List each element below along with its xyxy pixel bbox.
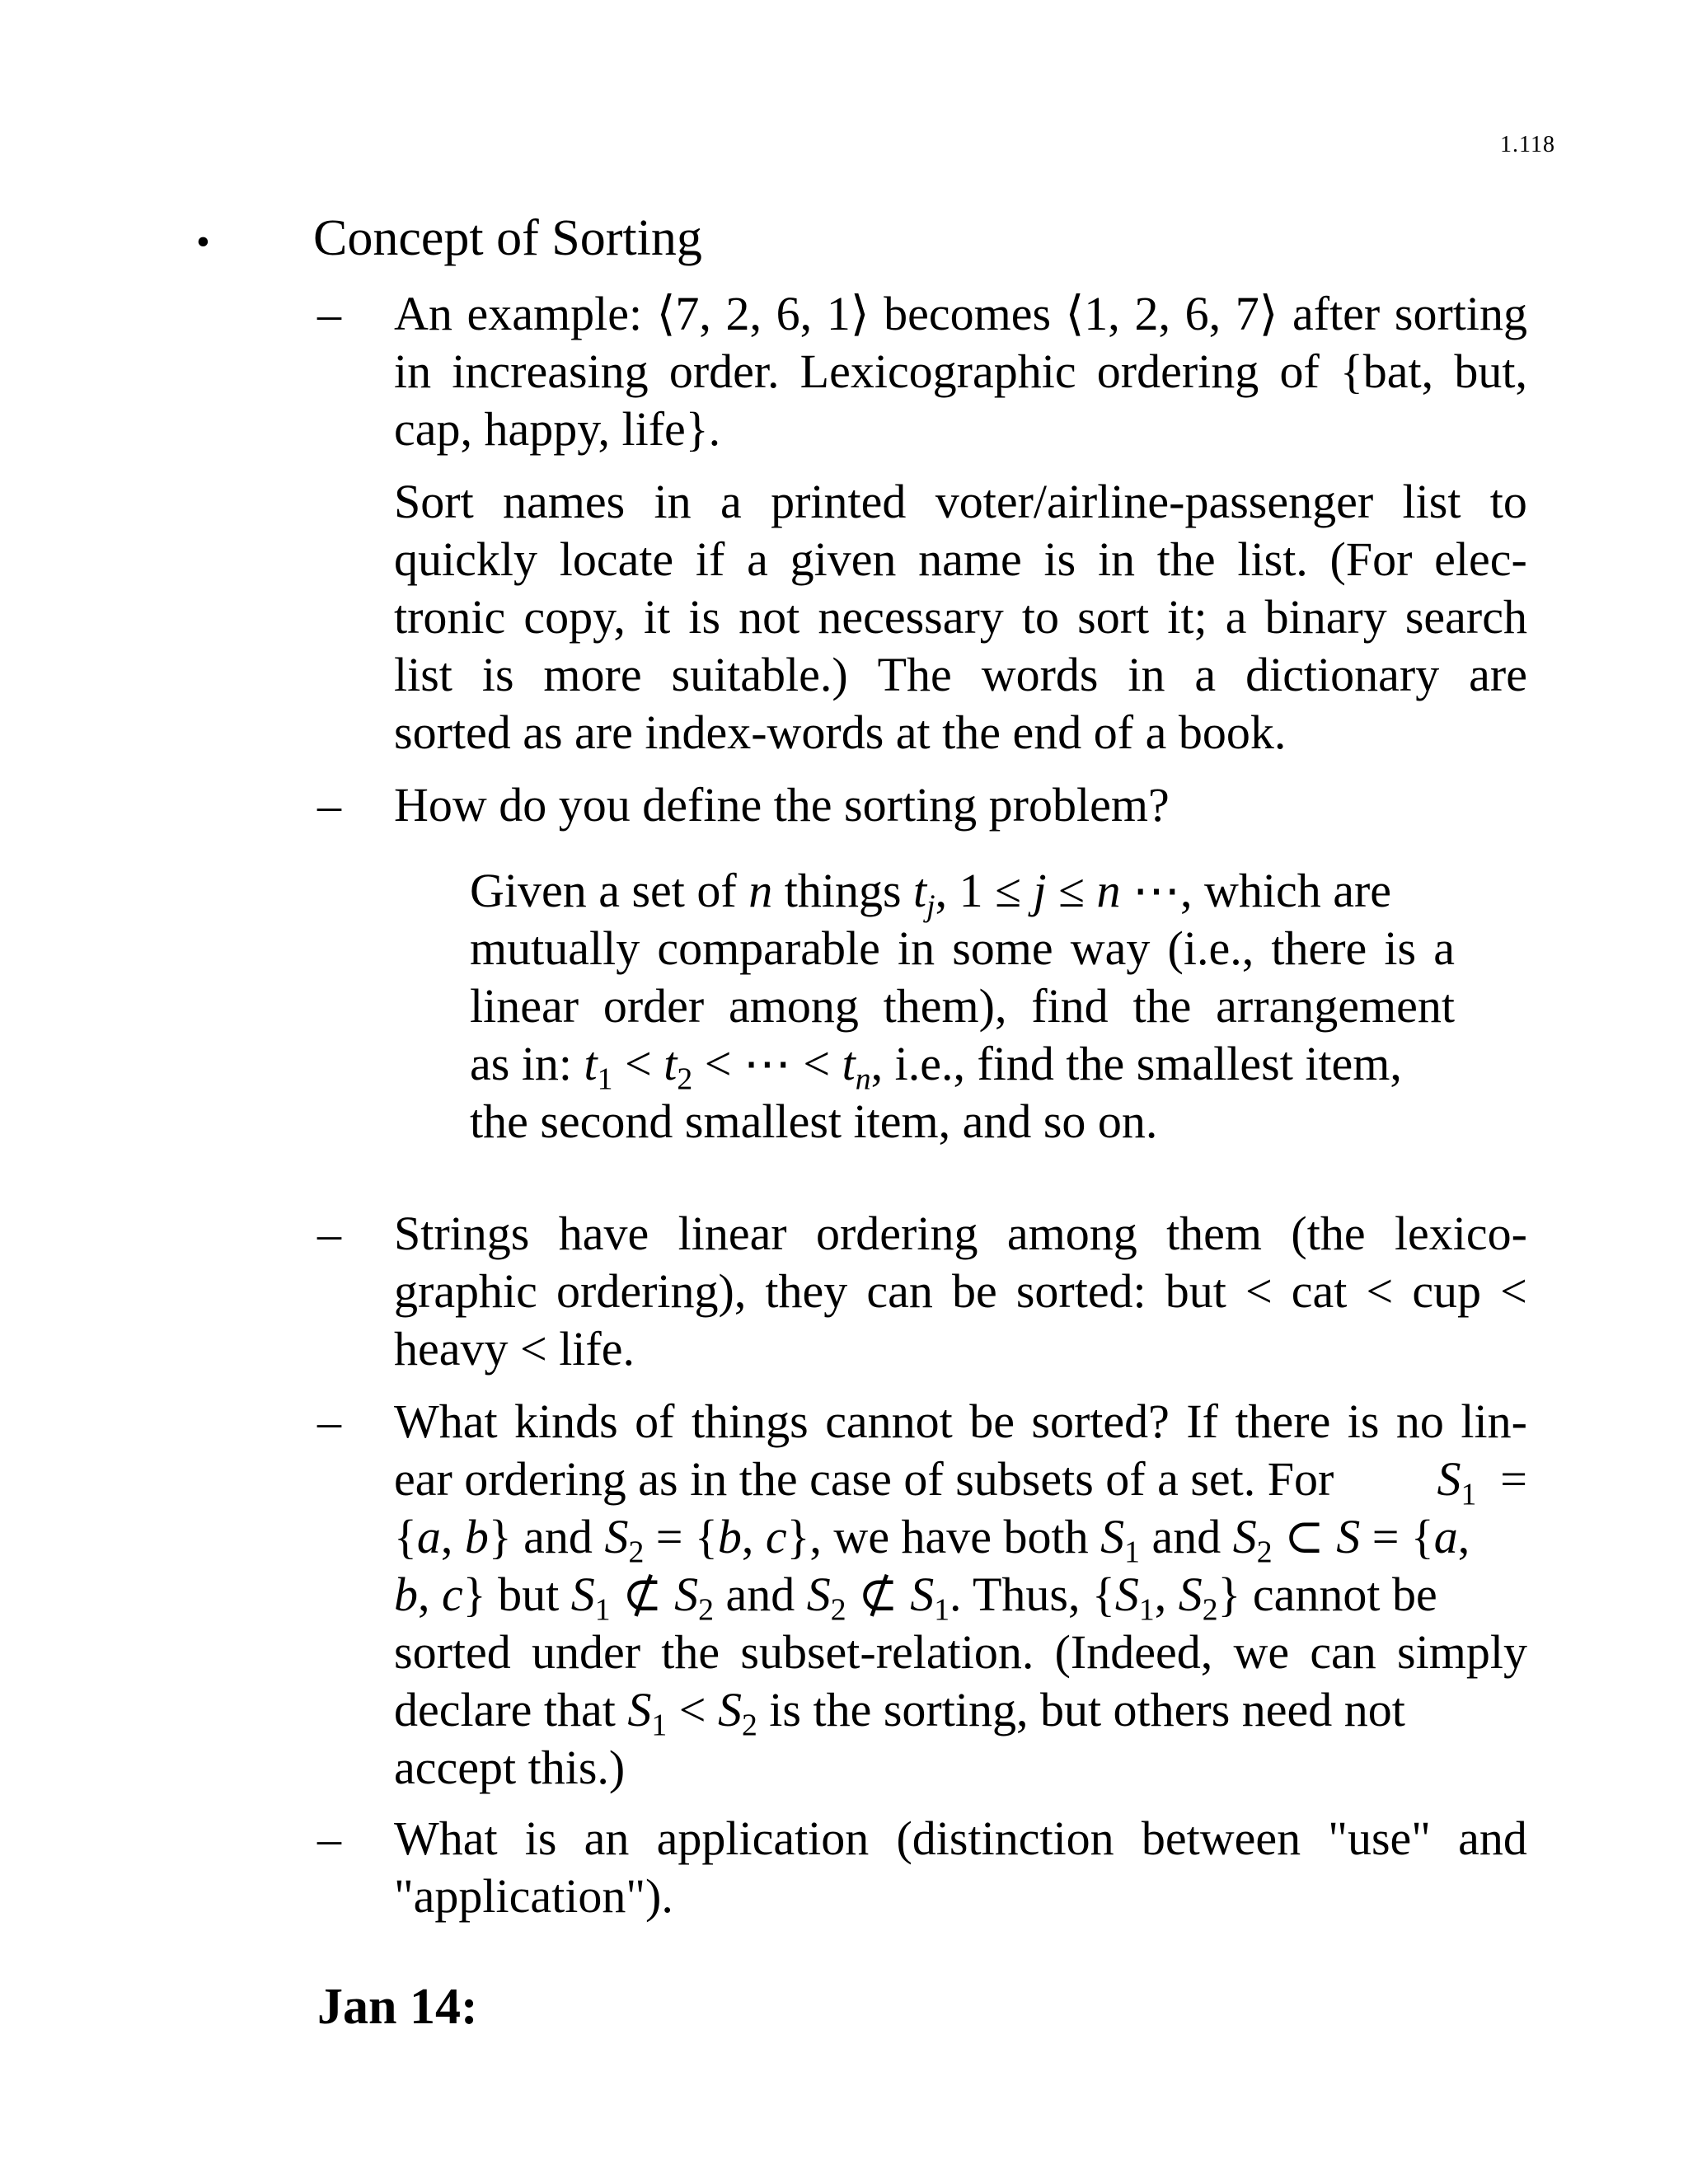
text-fragment: ear ordering as in the case of subsets of a set. For xyxy=(394,1452,1334,1506)
word: of xyxy=(635,1394,675,1448)
text-line: accept this.) xyxy=(394,1741,626,1794)
word: kinds xyxy=(514,1394,618,1448)
text-line xyxy=(394,1393,1527,1451)
word: elec- xyxy=(1434,532,1527,586)
word: 6, xyxy=(1184,287,1221,340)
word: locate xyxy=(559,532,674,586)
example-paragraph xyxy=(394,285,1527,458)
word: quickly xyxy=(394,532,537,586)
word: is xyxy=(1043,532,1076,586)
word: cannot xyxy=(825,1394,953,1448)
word: in xyxy=(654,475,692,528)
word: ⟨7, xyxy=(656,287,711,340)
word: < xyxy=(1500,1264,1527,1318)
text-line xyxy=(394,1263,1527,1320)
word: The xyxy=(877,648,952,701)
text-line xyxy=(394,588,1527,646)
word: cup xyxy=(1412,1264,1482,1318)
text-line: b, c} but $S_1$ ⊄ $S_2$ and $S_2$ ⊄ $S_1$. Thus, {$S_1$, $S_2$} cannot be xyxy=(394,1568,1437,1628)
word: ordering xyxy=(815,1207,978,1260)
word: and xyxy=(1458,1811,1527,1865)
word: be xyxy=(951,1264,997,1318)
word: voter/airline-passenger xyxy=(935,475,1374,528)
word: is xyxy=(481,648,514,701)
definition-line xyxy=(470,920,1455,977)
word: printed xyxy=(771,475,907,528)
word: to xyxy=(1489,475,1527,528)
word: tronic xyxy=(394,590,506,644)
word: 7⟩ xyxy=(1235,287,1278,340)
text-line: {a, b} and $S_2 = \{b$, c}, we have both $S_1$ and $S_2$ ⊂ S = {a, xyxy=(394,1510,1470,1570)
section-heading: Concept of Sorting xyxy=(313,210,702,266)
word: an xyxy=(584,1811,630,1865)
text-line xyxy=(394,1205,1527,1263)
word: < xyxy=(1245,1264,1273,1318)
word: 2, xyxy=(725,287,762,340)
word: there xyxy=(1271,921,1367,975)
strings-paragraph xyxy=(394,1205,1527,1378)
text-line xyxy=(394,1624,1527,1681)
definition-line: the second smallest item, and so on. xyxy=(470,1094,1158,1148)
word: can xyxy=(866,1264,933,1318)
word: example: xyxy=(467,287,643,340)
word: among xyxy=(729,979,859,1033)
dash-marker: – xyxy=(317,1811,341,1865)
word: list xyxy=(1402,475,1461,528)
word: under xyxy=(531,1625,641,1679)
word: arrangement xyxy=(1216,979,1455,1033)
word: in xyxy=(394,344,432,398)
definition-line: Given a set of n things $t_j$, 1 ≤ j ≤ n ⋯, which are xyxy=(470,864,1392,924)
text-fragment: as in: xyxy=(470,1037,573,1090)
word: lin- xyxy=(1461,1394,1527,1448)
dash-marker: – xyxy=(317,1207,341,1260)
word: given xyxy=(790,532,897,586)
word: subset-relation. xyxy=(740,1625,1034,1679)
word: "use" xyxy=(1328,1811,1431,1865)
word: suitable.) xyxy=(671,648,848,701)
text-fragment: Given a set of xyxy=(470,864,737,917)
word: ordering xyxy=(1096,344,1259,398)
text-line: ear ordering as in the case of subsets of a set. For $S_1$ = xyxy=(394,1452,1527,1512)
date-heading: Jan 14: xyxy=(317,1979,478,2035)
word: If xyxy=(1186,1394,1218,1448)
word: be xyxy=(969,1394,1015,1448)
page-number: 1.118 xyxy=(1500,132,1555,157)
word: a xyxy=(1225,590,1247,644)
word: to xyxy=(1021,590,1060,644)
word: sorted xyxy=(394,1625,511,1679)
word: < xyxy=(1366,1264,1394,1318)
word: way xyxy=(1070,921,1151,975)
word: of xyxy=(1279,344,1320,398)
word: What xyxy=(394,1394,498,1448)
sort-names-paragraph xyxy=(394,473,1527,762)
word: the xyxy=(661,1625,720,1679)
word: linear xyxy=(678,1207,787,1260)
cannot-sort-paragraph xyxy=(394,1393,1527,1797)
word: sorted? xyxy=(1031,1394,1170,1448)
text-line: "application"). xyxy=(394,1869,673,1923)
word: is xyxy=(1384,921,1417,975)
text-line: How do you define the sorting problem? xyxy=(394,778,1170,832)
word: in xyxy=(1097,532,1136,586)
word: lexico- xyxy=(1394,1207,1527,1260)
text-line: sorted as are index-words at the end of a book. xyxy=(394,705,1287,759)
word: is xyxy=(524,1811,557,1865)
text-line xyxy=(394,285,1527,343)
word: words xyxy=(981,648,1099,701)
word: more xyxy=(543,648,642,701)
word: in xyxy=(1128,648,1165,701)
text-line xyxy=(394,473,1527,531)
word: a xyxy=(747,532,768,586)
word: if xyxy=(695,532,725,586)
word: graphic xyxy=(394,1264,537,1318)
word: Sort xyxy=(394,475,474,528)
word: dictionary xyxy=(1245,648,1440,701)
word: but xyxy=(1165,1264,1226,1318)
word: ordering), xyxy=(556,1264,747,1318)
dash-marker: – xyxy=(317,1394,341,1448)
word: some xyxy=(952,921,1053,975)
word: a xyxy=(1194,648,1217,701)
word: 6, xyxy=(776,287,813,340)
bullet-marker: • xyxy=(196,220,210,264)
definition-line: as in: $t_1 < t_2$ < ⋯ < $t_n$, i.e., find the smallest item, xyxy=(470,1037,1402,1097)
word: search xyxy=(1404,590,1527,644)
word: it xyxy=(644,590,671,644)
word: order xyxy=(603,979,705,1033)
word: (the xyxy=(1291,1207,1366,1260)
definition-block xyxy=(470,862,1455,1151)
word: but, xyxy=(1454,344,1527,398)
word: are xyxy=(1469,648,1527,701)
dash-marker: – xyxy=(317,778,341,832)
word: 1⟩ xyxy=(826,287,870,340)
word: not xyxy=(738,590,800,644)
word: An xyxy=(394,287,452,340)
word: mutually xyxy=(470,921,640,975)
application-paragraph xyxy=(394,1810,1527,1925)
text-line: cap, happy, life}. xyxy=(394,402,721,456)
text-line xyxy=(394,343,1527,401)
word: find xyxy=(1031,979,1109,1033)
word: a xyxy=(720,475,742,528)
word: sorting xyxy=(1394,287,1527,340)
word: binary xyxy=(1264,590,1387,644)
word: (For xyxy=(1329,532,1413,586)
word: increasing xyxy=(452,344,649,398)
definition-line xyxy=(470,977,1455,1035)
word: simply xyxy=(1397,1625,1527,1679)
word: they xyxy=(765,1264,848,1318)
word: Lexicographic xyxy=(799,344,1076,398)
text-fragment: which are xyxy=(1203,864,1392,917)
dash-marker: – xyxy=(317,287,341,340)
word: the xyxy=(1132,979,1192,1033)
text-line xyxy=(394,646,1527,704)
word: we xyxy=(1233,1625,1290,1679)
word: comparable xyxy=(657,921,880,975)
word: {bat, xyxy=(1339,344,1434,398)
word: necessary xyxy=(818,590,1004,644)
text-fragment: , i.e., find the smallest item, xyxy=(870,1037,1402,1090)
word: things xyxy=(691,1394,809,1448)
word: have xyxy=(558,1207,649,1260)
word: copy, xyxy=(523,590,626,644)
word: can xyxy=(1310,1625,1376,1679)
word: is xyxy=(688,590,721,644)
word: linear xyxy=(470,979,579,1033)
word: no xyxy=(1395,1394,1444,1448)
word: there xyxy=(1235,1394,1331,1448)
word: order. xyxy=(668,344,780,398)
word: name xyxy=(918,532,1022,586)
word: between xyxy=(1141,1811,1301,1865)
word: list. xyxy=(1237,532,1308,586)
word: What xyxy=(394,1811,498,1865)
word: ⟨1, xyxy=(1065,287,1120,340)
word: after xyxy=(1292,287,1381,340)
word: (Indeed, xyxy=(1054,1625,1213,1679)
word: becomes xyxy=(884,287,1052,340)
text-line: declare that $S_1 < S_2$ is the sorting, but others need not xyxy=(394,1683,1405,1743)
word: the xyxy=(1156,532,1216,586)
word: 2, xyxy=(1134,287,1170,340)
word: Strings xyxy=(394,1207,530,1260)
word: sort xyxy=(1077,590,1150,644)
word: among xyxy=(1006,1207,1137,1260)
word: list xyxy=(394,648,452,701)
text-line: heavy < life. xyxy=(394,1322,635,1376)
define-question xyxy=(394,776,1527,834)
word: it; xyxy=(1167,590,1207,644)
word: application xyxy=(656,1811,870,1865)
word: a xyxy=(1433,921,1455,975)
word: in xyxy=(897,921,935,975)
word: names xyxy=(503,475,626,528)
word: them), xyxy=(883,979,1007,1033)
word: them xyxy=(1166,1207,1263,1260)
word: (i.e., xyxy=(1167,921,1254,975)
text-line xyxy=(394,1810,1527,1868)
word: sorted: xyxy=(1015,1264,1146,1318)
word: (distinction xyxy=(896,1811,1114,1865)
word: is xyxy=(1347,1394,1380,1448)
word: cat xyxy=(1291,1264,1348,1318)
text-line xyxy=(394,531,1527,588)
